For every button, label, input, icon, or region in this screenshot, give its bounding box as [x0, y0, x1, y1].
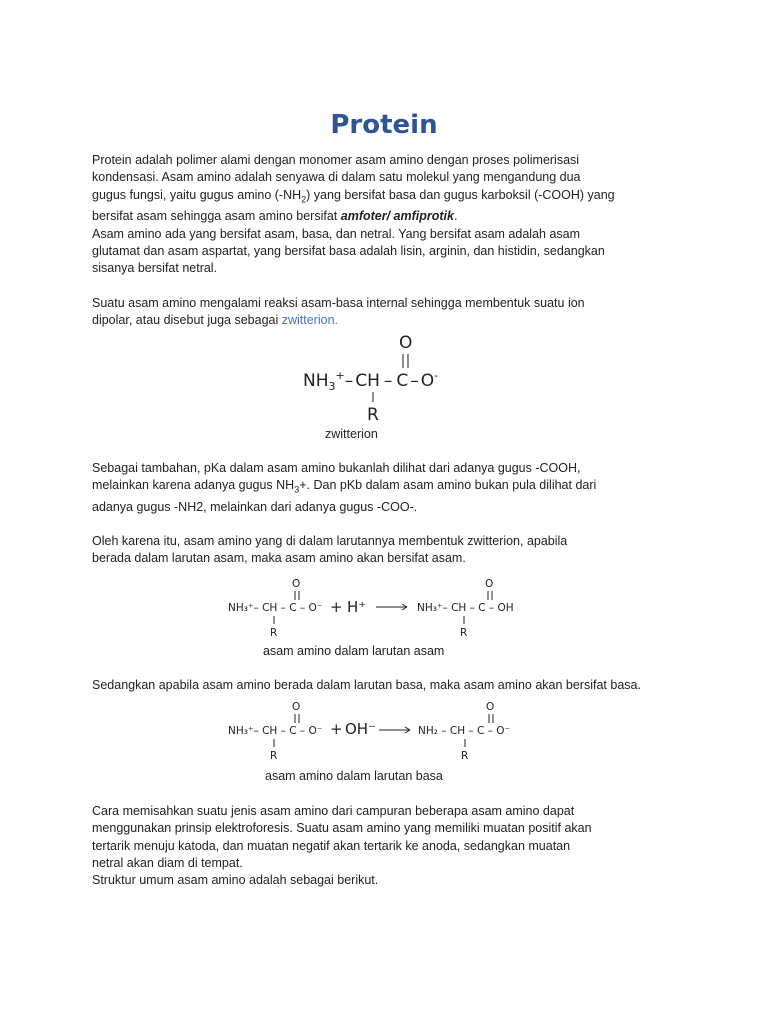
- oxygen-top-label: O: [399, 333, 413, 353]
- figure-caption-acid: asam amino dalam larutan asam: [263, 644, 445, 658]
- acid-paragraph: [92, 533, 632, 568]
- o-minus-text: O: [420, 371, 435, 391]
- text-line: adanya gugus -NH2, melainkan dari adanya gugus -COO-.: [92, 500, 418, 515]
- text-fragment: bersifat asam sehingga asam amino bersifat: [92, 209, 341, 224]
- text-fragment: .: [453, 209, 458, 224]
- plus-sign: +: [330, 598, 343, 616]
- electrophoresis-paragraph: [92, 803, 632, 889]
- subscript: 3: [294, 484, 300, 495]
- zwitterion-structure-figure: [295, 330, 465, 430]
- text-line: Struktur umum asam amino adalah sebagai berikut.: [92, 873, 379, 888]
- oxygen-top-label: O: [292, 578, 301, 590]
- text-line: berada dalam larutan asam, maka asam amino akan bersifat asam.: [92, 551, 466, 566]
- text-fragment: gugus fungsi, yaitu gugus amino (-NH: [92, 187, 302, 202]
- text-line: glutamat dan asam aspartat, yang bersifat basa adalah lisin, arginin, dan histidin, sedangkan: [92, 243, 605, 258]
- bond-dash: –: [344, 371, 354, 391]
- zwitterion-link[interactable]: zwitterion.: [281, 313, 339, 328]
- base-paragraph: [92, 677, 641, 694]
- text-line: Sedangkan apabila asam amino berada dalam larutan basa, maka asam amino akan bersifat basa.: [92, 678, 641, 692]
- oxygen-top-label: O: [485, 578, 494, 590]
- c-text: C: [396, 371, 409, 391]
- superscript-plus: +: [335, 369, 345, 382]
- page-title: Protein: [330, 110, 438, 140]
- figure-caption-zwitterion: zwitterion: [325, 427, 378, 441]
- product-formula: NH₂ – CH – C – O⁻: [418, 725, 511, 737]
- text-line: Asam amino ada yang bersifat asam, basa, dan netral. Yang bersifat asam adalah asam: [92, 226, 581, 241]
- r-group-label: R: [270, 750, 278, 762]
- r-group-label: R: [461, 750, 469, 762]
- ch-text: CH: [355, 371, 380, 391]
- nh3-label: [303, 369, 438, 393]
- subscript-3: 3: [328, 380, 336, 393]
- oxygen-top-label: O: [486, 701, 495, 713]
- acid-reaction-figure: [226, 574, 536, 642]
- text-fragment: dipolar, atau disebut juga sebagai: [92, 313, 282, 328]
- text-line: [92, 477, 632, 499]
- superscript-minus: -: [434, 369, 439, 382]
- oxygen-top-label: O: [292, 701, 301, 713]
- text-fragment: +. Dan pKb dalam asam amino bukan pula dilihat dari: [299, 478, 597, 493]
- text-line: Sebagai tambahan, pKa dalam asam amino bukanlah dilihat dari adanya gugus -COOH,: [92, 461, 581, 475]
- reagent-label: OH⁻: [345, 720, 377, 738]
- base-reaction-figure: [226, 697, 536, 765]
- figure-caption-base: asam amino dalam larutan basa: [265, 769, 443, 783]
- product-formula: NH₃⁺– CH – C – OH: [417, 602, 514, 614]
- text-line: menggunakan prinsip elektroforesis. Suatu asam amino yang memiliki muatan positif akan: [92, 821, 592, 836]
- subscript: 2: [301, 194, 307, 205]
- plus-sign: +: [330, 720, 343, 738]
- emphasis-term: amfoter/ amfiprotik: [340, 209, 454, 224]
- r-group-label: R: [460, 627, 468, 639]
- reagent-label: H⁺: [347, 598, 367, 616]
- text-line: netral akan diam di tempat.: [92, 855, 243, 870]
- text-fragment: melainkan karena adanya gugus NH: [92, 478, 295, 493]
- intro-paragraph: [92, 152, 632, 278]
- r-group-label: R: [367, 405, 379, 425]
- pka-paragraph: [92, 460, 632, 516]
- text-line: sisanya bersifat netral.: [92, 261, 218, 276]
- text-line: [92, 312, 632, 329]
- text-line: Protein adalah polimer alami dengan monomer asam amino dengan proses polimerisasi: [92, 153, 580, 167]
- reactant-formula: NH₃⁺– CH – C – O⁻: [228, 602, 323, 614]
- bond-dash: –: [383, 371, 393, 391]
- text-line: Cara memisahkan suatu jenis asam amino dari campuran beberapa asam amino dapat: [92, 804, 575, 818]
- text-line: Suatu asam amino mengalami reaksi asam-basa internal sehingga membentuk suatu ion: [92, 296, 585, 310]
- text-line: Oleh karena itu, asam amino yang di dalam larutannya membentuk zwitterion, apabila: [92, 534, 568, 548]
- zwitterion-paragraph: [92, 295, 632, 330]
- r-group-label: R: [270, 627, 278, 639]
- text-line: kondensasi. Asam amino adalah senyawa di dalam satu molekul yang mengandung dua: [92, 170, 581, 185]
- text-line: [92, 208, 632, 225]
- bond-dash: –: [410, 371, 419, 391]
- text-fragment: ) yang bersifat basa dan gugus karboksil (-COOH) yang: [306, 187, 615, 202]
- nh-text: NH: [303, 371, 329, 391]
- text-line: [92, 187, 632, 209]
- text-line: tertarik menuju katoda, dan muatan negatif akan tertarik ke anoda, sedangkan muatan: [92, 838, 571, 853]
- reactant-formula: NH₃⁺– CH – C – O⁻: [228, 725, 323, 737]
